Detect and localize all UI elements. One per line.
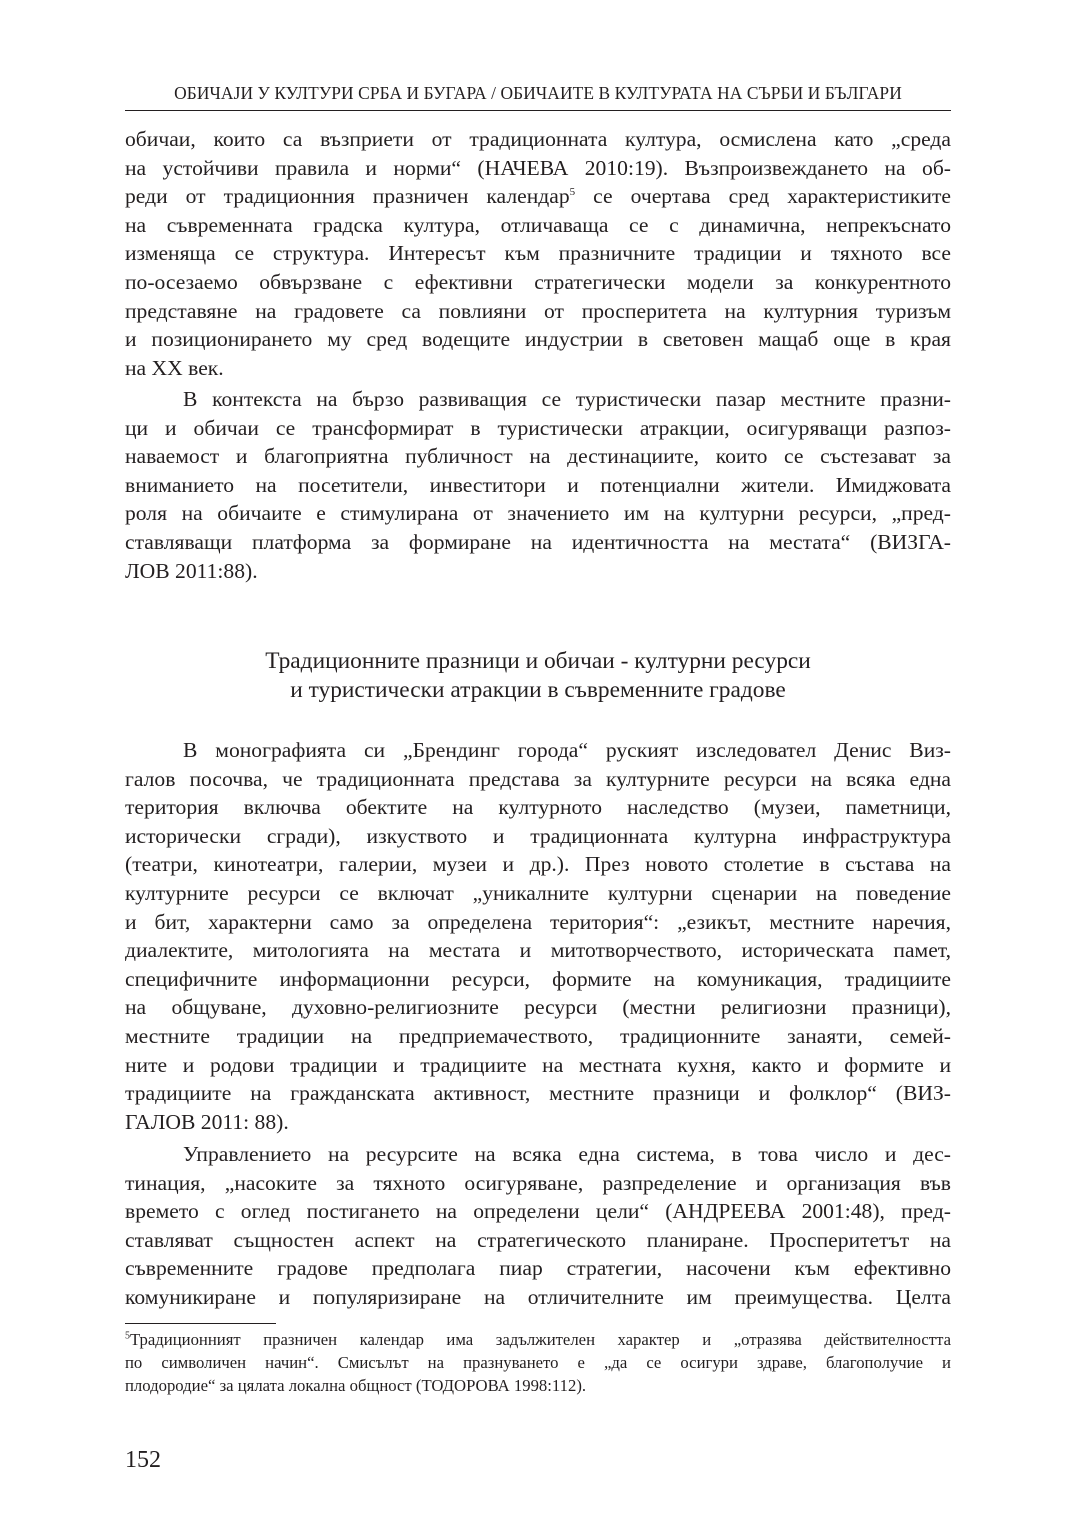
text-line: галов посочва, че традиционната представа за културните ресурси на всяка една [125, 766, 951, 791]
text-line: наваемост и благоприятна публичност на дестинациите, които се състезават за [125, 444, 951, 469]
text-line: на съвременната градска култура, отличаваща се с динамична, непрекъснато [125, 212, 951, 237]
text-line: на общуване, духовно-религиозните ресурси (местни религиозни празници), [125, 995, 951, 1020]
text-line: територия включва обектите на културното наследство (музеи, паметници, [125, 795, 951, 820]
text-line: традициите на гражданската активност, местните празници и фолклор“ (ВИЗ- [125, 1081, 951, 1106]
header-rule [125, 110, 951, 111]
text-line: на ХХ век. [125, 355, 224, 380]
text-fragment: се очертава сред характеристиките [575, 184, 951, 209]
text-line: ните и родови традиции и традициите на местната кухня, както и формите и [125, 1052, 951, 1077]
text-line: по-осезаемо обвързване с ефективни стратегически модели за конкурентното [125, 269, 951, 294]
paragraph-3 [125, 736, 951, 1136]
text-line: съвременните градове предполага пиар стратегии, насочени към ефективно [125, 1256, 951, 1281]
text-line: обичаи, които са възприети от традиционната култура, осмислена като „среда [125, 127, 951, 151]
text-line: диалектите, митологията на местата и митотворчеството, историческата памет, [125, 938, 951, 963]
text-fragment: реди от традиционния празничен календар [125, 184, 570, 209]
section-title [125, 647, 951, 705]
text-line: ставляващи платформа за формиране на идентичността на местата“ (ВИЗГА- [125, 529, 951, 554]
text-line: местните традиции на предприемачеството, традиционните занаяти, семей- [125, 1023, 951, 1048]
text-line: на устойчиви правила и норми“ (НАЧЕВА 2010:19). Възпроизвеждането на об- [125, 155, 951, 180]
text-line: ГАЛОВ 2011: 88). [125, 1109, 289, 1134]
text-line: ставляват същностен аспект на стратегическото планиране. Просперитетът на [125, 1227, 951, 1252]
text-line: и позиционирането му сред водещите индустрии в световен мащаб още в края [125, 327, 951, 352]
footnote-line [125, 1328, 951, 1351]
section-title-line: Традиционните празници и обичаи - културни ресурси [265, 648, 811, 674]
text-line: роля на обичаите е стимулирана от значението им на културни ресурси, „пред- [125, 501, 951, 526]
page-number: 152 [125, 1447, 161, 1473]
paragraph-1 [125, 125, 951, 382]
text-line: исторически сгради), изкуството и традиционната културна инфраструктура [125, 823, 951, 848]
text-line: вниманието на посетители, инвеститори и потенциални жители. Имиджовата [125, 472, 951, 497]
text-line: В монографията си „Брендинг города“ руският изследовател Денис Виз- [183, 738, 951, 762]
text-line: специфичните информационни ресурси, формите на комуникация, традициите [125, 966, 951, 991]
text-line: Управлението на ресурсите на всяка една система, в това число и дес- [183, 1142, 951, 1166]
text-line: културните ресурси се включат „уникалните културни сценарии на поведение [125, 880, 951, 905]
running-header: ОБИЧАЈИ У КУЛТУРИ СРБА И БУГАРА / ОБИЧАИТЕ В КУЛТУРАТА НА СЪРБИ И БЪЛГАРИ [174, 83, 902, 103]
text-line: тинация, „насоките за тяхното осигуряване, разпределение и организация във [125, 1170, 951, 1195]
paragraph-2 [125, 385, 951, 585]
text-line: и бит, характерни само за определена територия“: „езикът, местните наречия, [125, 909, 951, 934]
footnote-text: Традиционният празничен календар има задължителен характер и „отразява действителността [130, 1330, 951, 1349]
footnote-rule [125, 1323, 276, 1324]
footnote-marker: 5 [125, 1330, 130, 1342]
footnote-line: по символичен начин“. Смисълът на празнуването е „да се осигури здраве, благополучие и [125, 1353, 951, 1372]
footnote [125, 1328, 951, 1397]
text-line: времето с оглед постигането на определени цели“ (АНДРЕЕВА 2001:48), пред- [125, 1199, 951, 1224]
text-line: представяне на градовете са повлияни от просперитета на културния туризъм [125, 298, 951, 323]
text-line: (театри, кинотеатри, галерии, музеи и др.). През новото столетие в състава на [125, 852, 951, 877]
text-line: В контекста на бързо развиващия се туристически пазар местните празни- [183, 387, 951, 411]
text-line: ЛОВ 2011:88). [125, 558, 258, 583]
footnote-reference: 5 [569, 186, 576, 198]
text-line [125, 182, 951, 211]
text-line: комуникиране и популяризиране на отличителните им преимущества. Целта [125, 1284, 951, 1309]
text-line: ци и обичаи се трансформират в туристически атракции, осигуряващи разпоз- [125, 415, 951, 440]
footnote-line: плодородие“ за цялата локална общност (ТОДОРОВА 1998:112). [125, 1376, 587, 1395]
text-line: изменяща се структура. Интересът към празничните традиции и тяхното все [125, 241, 951, 266]
section-title-line: и туристически атракции в съвременните градове [290, 677, 786, 703]
paragraph-4 [125, 1140, 951, 1312]
